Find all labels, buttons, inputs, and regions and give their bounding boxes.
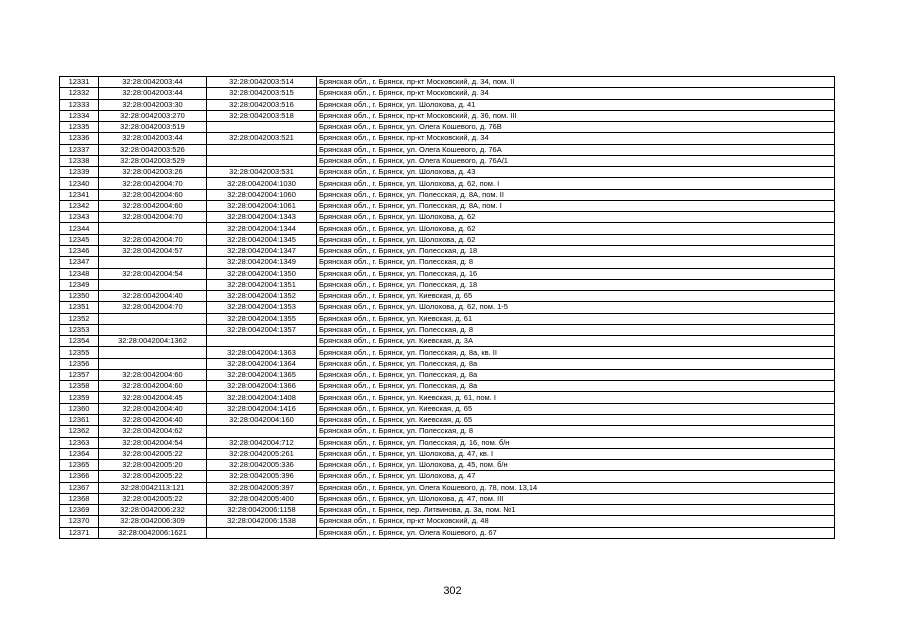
row-number-cell: 12351 (60, 302, 99, 313)
cadastral-number-cell: 32:28:0042004:70 (99, 212, 207, 223)
object-cadastral-number-cell: 32:28:0042003:518 (207, 110, 317, 121)
cadastral-number-cell: 32:28:0042003:44 (99, 133, 207, 144)
object-cadastral-number-cell: 32:28:0042004:712 (207, 437, 317, 448)
address-cell: Брянская обл., г. Брянск, пр-кт Московский, д. 48 (317, 516, 835, 527)
address-cell: Брянская обл., г. Брянск, ул. Олега Кошевого, д. 67 (317, 527, 835, 538)
address-cell: Брянская обл., г. Брянск, ул. Полесская, д. 8а (317, 358, 835, 369)
object-cadastral-number-cell (207, 122, 317, 133)
object-cadastral-number-cell: 32:28:0042004:1350 (207, 268, 317, 279)
address-cell: Брянская обл., г. Брянск, ул. Шолохова, д. 41 (317, 99, 835, 110)
row-number-cell: 12367 (60, 482, 99, 493)
table-row (60, 369, 835, 380)
address-cell: Брянская обл., г. Брянск, ул. Полесская, д. 8 (317, 426, 835, 437)
table-row (60, 505, 835, 516)
object-cadastral-number-cell: 32:28:0042006:1158 (207, 505, 317, 516)
table-row (60, 302, 835, 313)
row-number-cell: 12371 (60, 527, 99, 538)
cadastral-number-cell: 32:28:0042004:62 (99, 426, 207, 437)
cadastral-number-cell: 32:28:0042004:1362 (99, 336, 207, 347)
address-cell: Брянская обл., г. Брянск, ул. Шолохова, д. 43 (317, 167, 835, 178)
address-cell: Брянская обл., г. Брянск, ул. Шолохова, д. 47 (317, 471, 835, 482)
table-row (60, 313, 835, 324)
row-number-cell: 12359 (60, 392, 99, 403)
address-cell: Брянская обл., г. Брянск, пер. Литвинова, д. 3а, пом. №1 (317, 505, 835, 516)
object-cadastral-number-cell: 32:28:0042004:1353 (207, 302, 317, 313)
object-cadastral-number-cell: 32:28:0042003:515 (207, 88, 317, 99)
address-cell: Брянская обл., г. Брянск, ул. Полесская, д. 18 (317, 245, 835, 256)
row-number-cell: 12337 (60, 144, 99, 155)
cadastral-number-cell: 32:28:0042004:40 (99, 291, 207, 302)
table-row (60, 493, 835, 504)
cadastral-number-cell: 32:28:0042004:54 (99, 268, 207, 279)
object-cadastral-number-cell: 32:28:0042004:1345 (207, 234, 317, 245)
cadastral-number-cell: 32:28:0042006:309 (99, 516, 207, 527)
address-cell: Брянская обл., г. Брянск, ул. Шолохова, д. 62 (317, 223, 835, 234)
row-number-cell: 12342 (60, 200, 99, 211)
cadastral-number-cell (99, 313, 207, 324)
row-number-cell: 12334 (60, 110, 99, 121)
row-number-cell: 12335 (60, 122, 99, 133)
cadastral-number-cell: 32:28:0042004:45 (99, 392, 207, 403)
object-cadastral-number-cell (207, 426, 317, 437)
row-number-cell: 12356 (60, 358, 99, 369)
cadastral-number-cell: 32:28:0042004:60 (99, 200, 207, 211)
cadastral-number-cell: 32:28:0042113:121 (99, 482, 207, 493)
object-cadastral-number-cell (207, 144, 317, 155)
row-number-cell: 12348 (60, 268, 99, 279)
table-row (60, 234, 835, 245)
object-cadastral-number-cell (207, 527, 317, 538)
object-cadastral-number-cell: 32:28:0042004:1060 (207, 189, 317, 200)
row-number-cell: 12368 (60, 493, 99, 504)
object-cadastral-number-cell: 32:28:0042004:1408 (207, 392, 317, 403)
cadastral-number-cell: 32:28:0042004:57 (99, 245, 207, 256)
cadastral-number-cell: 32:28:0042003:44 (99, 77, 207, 88)
cadastral-number-cell (99, 347, 207, 358)
row-number-cell: 12358 (60, 381, 99, 392)
cadastral-number-cell (99, 223, 207, 234)
object-cadastral-number-cell: 32:28:0042004:1366 (207, 381, 317, 392)
table-row (60, 99, 835, 110)
row-number-cell: 12340 (60, 178, 99, 189)
table-row (60, 381, 835, 392)
table-row (60, 279, 835, 290)
cadastral-number-cell: 32:28:0042004:40 (99, 403, 207, 414)
address-cell: Брянская обл., г. Брянск, ул. Шолохова, д. 62 (317, 234, 835, 245)
row-number-cell: 12370 (60, 516, 99, 527)
address-cell: Брянская обл., г. Брянск, ул. Полесская, д. 8а (317, 369, 835, 380)
cadastral-number-cell: 32:28:0042003:270 (99, 110, 207, 121)
object-cadastral-number-cell: 32:28:0042005:397 (207, 482, 317, 493)
table-row (60, 358, 835, 369)
address-cell: Брянская обл., г. Брянск, пр-кт Московский, д. 34, пом. II (317, 77, 835, 88)
address-cell: Брянская обл., г. Брянск, ул. Полесская, д. 16, пом. б/н (317, 437, 835, 448)
table-row (60, 122, 835, 133)
object-cadastral-number-cell: 32:28:0042006:1538 (207, 516, 317, 527)
row-number-cell: 12331 (60, 77, 99, 88)
row-number-cell: 12354 (60, 336, 99, 347)
object-cadastral-number-cell (207, 155, 317, 166)
object-cadastral-number-cell: 32:28:0042004:1351 (207, 279, 317, 290)
cadastral-number-cell: 32:28:0042004:60 (99, 381, 207, 392)
row-number-cell: 12362 (60, 426, 99, 437)
table-row (60, 88, 835, 99)
address-cell: Брянская обл., г. Брянск, ул. Полесская, д. 8а, кв. II (317, 347, 835, 358)
object-cadastral-number-cell: 32:28:0042004:1030 (207, 178, 317, 189)
address-cell: Брянская обл., г. Брянск, пр-кт Московский, д. 34 (317, 133, 835, 144)
table-row (60, 155, 835, 166)
object-cadastral-number-cell: 32:28:0042004:1416 (207, 403, 317, 414)
object-cadastral-number-cell: 32:28:0042004:1355 (207, 313, 317, 324)
object-cadastral-number-cell: 32:28:0042005:400 (207, 493, 317, 504)
row-number-cell: 12349 (60, 279, 99, 290)
row-number-cell: 12347 (60, 257, 99, 268)
table-row (60, 245, 835, 256)
cadastral-number-cell (99, 257, 207, 268)
row-number-cell: 12350 (60, 291, 99, 302)
row-number-cell: 12346 (60, 245, 99, 256)
table-row (60, 257, 835, 268)
address-cell: Брянская обл., г. Брянск, ул. Шолохова, д. 47, кв. I (317, 448, 835, 459)
table-row (60, 448, 835, 459)
row-number-cell: 12345 (60, 234, 99, 245)
object-cadastral-number-cell (207, 336, 317, 347)
cadastral-number-cell (99, 324, 207, 335)
address-cell: Брянская обл., г. Брянск, ул. Шолохова, д. 62 (317, 212, 835, 223)
row-number-cell: 12364 (60, 448, 99, 459)
address-cell: Брянская обл., г. Брянск, ул. Полесская, д. 8 (317, 324, 835, 335)
cadastral-number-cell: 32:28:0042006:1621 (99, 527, 207, 538)
object-cadastral-number-cell: 32:28:0042004:1357 (207, 324, 317, 335)
object-cadastral-number-cell: 32:28:0042003:516 (207, 99, 317, 110)
object-cadastral-number-cell: 32:28:0042004:1363 (207, 347, 317, 358)
address-cell: Брянская обл., г. Брянск, ул. Олега Кошевого, д. 76В (317, 122, 835, 133)
table-row (60, 527, 835, 538)
cadastral-number-cell: 32:28:0042004:40 (99, 414, 207, 425)
row-number-cell: 12360 (60, 403, 99, 414)
address-cell: Брянская обл., г. Брянск, ул. Киевская, д. 61, пом. I (317, 392, 835, 403)
object-cadastral-number-cell: 32:28:0042003:514 (207, 77, 317, 88)
address-cell: Брянская обл., г. Брянск, ул. Шолохова, д. 47, пом. III (317, 493, 835, 504)
object-cadastral-number-cell: 32:28:0042003:531 (207, 167, 317, 178)
address-cell: Брянская обл., г. Брянск, ул. Полесская, д. 18 (317, 279, 835, 290)
address-cell: Брянская обл., г. Брянск, ул. Полесская, д. 8а (317, 381, 835, 392)
row-number-cell: 12341 (60, 189, 99, 200)
object-cadastral-number-cell: 32:28:0042005:336 (207, 460, 317, 471)
row-number-cell: 12353 (60, 324, 99, 335)
object-cadastral-number-cell: 32:28:0042003:521 (207, 133, 317, 144)
cadastral-number-cell: 32:28:0042003:529 (99, 155, 207, 166)
object-cadastral-number-cell: 32:28:0042005:396 (207, 471, 317, 482)
object-cadastral-number-cell: 32:28:0042004:1344 (207, 223, 317, 234)
object-cadastral-number-cell: 32:28:0042004:1343 (207, 212, 317, 223)
object-cadastral-number-cell: 32:28:0042004:1061 (207, 200, 317, 211)
table-row (60, 223, 835, 234)
table-row (60, 516, 835, 527)
row-number-cell: 12357 (60, 369, 99, 380)
registry-table-body (60, 77, 835, 539)
address-cell: Брянская обл., г. Брянск, ул. Полесская, д. 16 (317, 268, 835, 279)
table-row (60, 336, 835, 347)
table-row (60, 189, 835, 200)
cadastral-number-cell: 32:28:0042004:70 (99, 234, 207, 245)
row-number-cell: 12339 (60, 167, 99, 178)
row-number-cell: 12332 (60, 88, 99, 99)
row-number-cell: 12365 (60, 460, 99, 471)
address-cell: Брянская обл., г. Брянск, ул. Киевская, д. 65 (317, 291, 835, 302)
address-cell: Брянская обл., г. Брянск, пр-кт Московский, д. 36, пом. III (317, 110, 835, 121)
object-cadastral-number-cell: 32:28:0042004:1352 (207, 291, 317, 302)
table-row (60, 392, 835, 403)
table-row (60, 133, 835, 144)
object-cadastral-number-cell: 32:28:0042004:1347 (207, 245, 317, 256)
cadastral-number-cell: 32:28:0042003:44 (99, 88, 207, 99)
row-number-cell: 12338 (60, 155, 99, 166)
table-row (60, 110, 835, 121)
address-cell: Брянская обл., г. Брянск, ул. Олега Кошевого, д. 76А (317, 144, 835, 155)
cadastral-number-cell: 32:28:0042005:22 (99, 493, 207, 504)
page-number: 302 (443, 585, 462, 597)
address-cell: Брянская обл., г. Брянск, ул. Полесская, д. 8А, пом. I (317, 200, 835, 211)
row-number-cell: 12336 (60, 133, 99, 144)
address-cell: Брянская обл., г. Брянск, ул. Киевская, д. 61 (317, 313, 835, 324)
cadastral-number-cell: 32:28:0042005:22 (99, 471, 207, 482)
table-row (60, 347, 835, 358)
address-cell: Брянская обл., г. Брянск, ул. Шолохова, д. 45, пом. б/н (317, 460, 835, 471)
row-number-cell: 12333 (60, 99, 99, 110)
table-row (60, 144, 835, 155)
cadastral-number-cell: 32:28:0042004:70 (99, 178, 207, 189)
address-cell: Брянская обл., г. Брянск, ул. Олега Кошевого, д. 78, пом. 13,14 (317, 482, 835, 493)
table-row (60, 268, 835, 279)
object-cadastral-number-cell: 32:28:0042004:1349 (207, 257, 317, 268)
table-row (60, 324, 835, 335)
cadastral-number-cell: 32:28:0042003:526 (99, 144, 207, 155)
object-cadastral-number-cell: 32:28:0042005:261 (207, 448, 317, 459)
address-cell: Брянская обл., г. Брянск, ул. Полесская, д. 8А, пом. II (317, 189, 835, 200)
cadastral-number-cell: 32:28:0042004:54 (99, 437, 207, 448)
address-cell: Брянская обл., г. Брянск, пр-кт Московский, д. 34 (317, 88, 835, 99)
cadastral-number-cell: 32:28:0042003:26 (99, 167, 207, 178)
cadastral-number-cell: 32:28:0042005:22 (99, 448, 207, 459)
row-number-cell: 12366 (60, 471, 99, 482)
cadastral-number-cell (99, 358, 207, 369)
cadastral-number-cell: 32:28:0042004:70 (99, 302, 207, 313)
table-row (60, 414, 835, 425)
table-row (60, 200, 835, 211)
address-cell: Брянская обл., г. Брянск, ул. Полесская, д. 8 (317, 257, 835, 268)
registry-table (59, 76, 835, 539)
address-cell: Брянская обл., г. Брянск, ул. Киевская, д. 65 (317, 414, 835, 425)
table-row (60, 471, 835, 482)
table-row (60, 460, 835, 471)
object-cadastral-number-cell: 32:28:0042004:160 (207, 414, 317, 425)
object-cadastral-number-cell: 32:28:0042004:1364 (207, 358, 317, 369)
table-row (60, 77, 835, 88)
row-number-cell: 12363 (60, 437, 99, 448)
row-number-cell: 12344 (60, 223, 99, 234)
row-number-cell: 12369 (60, 505, 99, 516)
table-row (60, 482, 835, 493)
table-row (60, 426, 835, 437)
table-row (60, 178, 835, 189)
cadastral-number-cell (99, 279, 207, 290)
table-row (60, 403, 835, 414)
row-number-cell: 12352 (60, 313, 99, 324)
object-cadastral-number-cell: 32:28:0042004:1365 (207, 369, 317, 380)
row-number-cell: 12361 (60, 414, 99, 425)
row-number-cell: 12343 (60, 212, 99, 223)
cadastral-number-cell: 32:28:0042004:60 (99, 189, 207, 200)
table-row (60, 291, 835, 302)
cadastral-number-cell: 32:28:0042003:30 (99, 99, 207, 110)
address-cell: Брянская обл., г. Брянск, ул. Киевская, д. 3А (317, 336, 835, 347)
address-cell: Брянская обл., г. Брянск, ул. Олега Кошевого, д. 76А/1 (317, 155, 835, 166)
table-row (60, 167, 835, 178)
cadastral-number-cell: 32:28:0042004:60 (99, 369, 207, 380)
address-cell: Брянская обл., г. Брянск, ул. Шолохова, д. 62, пом. 1-5 (317, 302, 835, 313)
table-row (60, 437, 835, 448)
cadastral-number-cell: 32:28:0042003:519 (99, 122, 207, 133)
cadastral-number-cell: 32:28:0042005:20 (99, 460, 207, 471)
cadastral-number-cell: 32:28:0042006:232 (99, 505, 207, 516)
address-cell: Брянская обл., г. Брянск, ул. Киевская, д. 65 (317, 403, 835, 414)
table-row (60, 212, 835, 223)
address-cell: Брянская обл., г. Брянск, ул. Шолохова, д. 62, пом. I (317, 178, 835, 189)
row-number-cell: 12355 (60, 347, 99, 358)
